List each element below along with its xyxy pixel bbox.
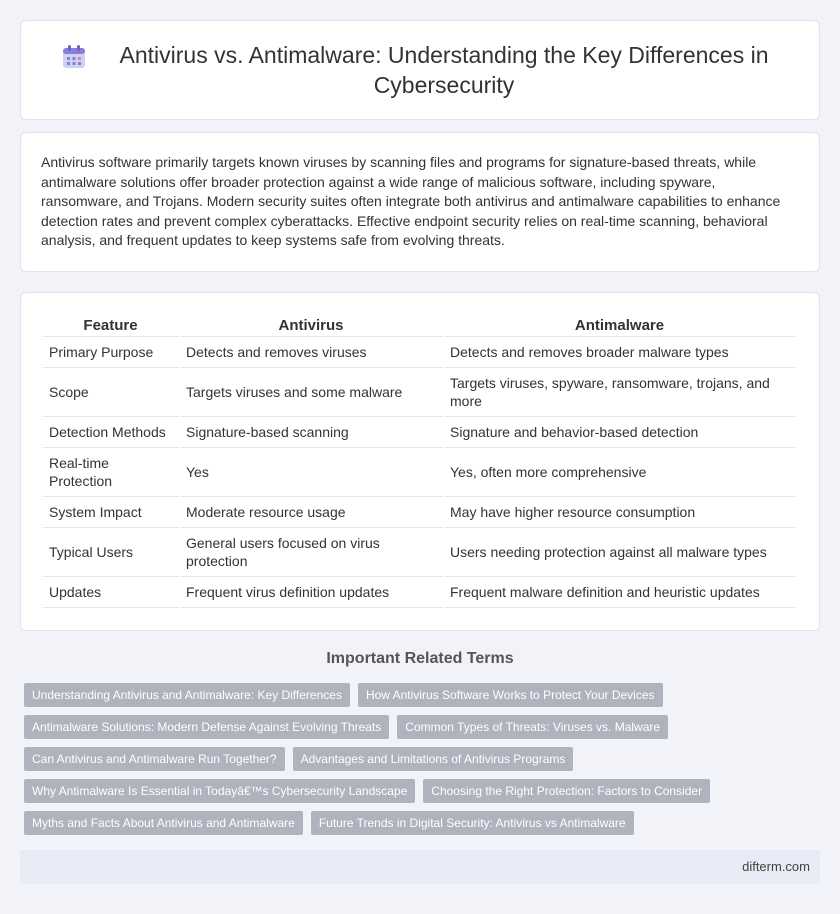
comparison-table bbox=[41, 313, 797, 608]
table-row bbox=[43, 337, 795, 368]
table-row bbox=[43, 448, 795, 497]
related-term-tag[interactable]: Can Antivirus and Antimalware Run Together? bbox=[24, 747, 285, 771]
table-cell: Real-time Protection bbox=[43, 448, 178, 497]
table-cell: May have higher resource consumption bbox=[444, 497, 795, 528]
table-header-row bbox=[43, 313, 795, 337]
comparison-table-card bbox=[20, 292, 820, 631]
related-term-tag[interactable]: Understanding Antivirus and Antimalware: Key Differences bbox=[24, 683, 350, 707]
related-term-tag[interactable]: Advantages and Limitations of Antivirus Programs bbox=[293, 747, 574, 771]
tag-row bbox=[24, 747, 824, 771]
tag-row bbox=[24, 683, 824, 707]
table-cell: General users focused on virus protection bbox=[180, 528, 442, 577]
table-cell: Yes bbox=[180, 448, 442, 497]
table-row bbox=[43, 497, 795, 528]
title-wrap bbox=[21, 40, 819, 100]
table-cell: Signature and behavior-based detection bbox=[444, 417, 795, 448]
table-cell: Users needing protection against all malware types bbox=[444, 528, 795, 577]
related-term-tag[interactable]: Myths and Facts About Antivirus and Antimalware bbox=[24, 811, 303, 835]
table-cell: Frequent virus definition updates bbox=[180, 577, 442, 608]
related-term-tag[interactable]: How Antivirus Software Works to Protect Your Devices bbox=[358, 683, 663, 707]
related-terms-heading: Important Related Terms bbox=[326, 650, 514, 667]
table-cell: Frequent malware definition and heuristic updates bbox=[444, 577, 795, 608]
summary-card bbox=[20, 132, 820, 272]
table-cell: Detection Methods bbox=[43, 417, 178, 448]
footer bbox=[20, 850, 820, 884]
table-cell: Moderate resource usage bbox=[180, 497, 442, 528]
related-term-tag[interactable]: Why Antimalware Is Essential in Todayâ€™s Cybersecurity Landscape bbox=[24, 779, 415, 803]
calendar-icon bbox=[61, 44, 87, 70]
table-row bbox=[43, 368, 795, 417]
column-header-feature: Feature bbox=[43, 313, 178, 337]
related-terms-list bbox=[24, 683, 824, 843]
title-card bbox=[20, 20, 820, 120]
column-header-antivirus: Antivirus bbox=[180, 313, 442, 337]
table-cell: Targets viruses and some malware bbox=[180, 368, 442, 417]
table-row bbox=[43, 577, 795, 608]
related-term-tag[interactable]: Antimalware Solutions: Modern Defense Against Evolving Threats bbox=[24, 715, 389, 739]
footer-site-link[interactable]: difterm.com bbox=[742, 859, 810, 874]
related-term-tag[interactable]: Future Trends in Digital Security: Antivirus vs Antimalware bbox=[311, 811, 634, 835]
table-cell: Updates bbox=[43, 577, 178, 608]
table-cell: Primary Purpose bbox=[43, 337, 178, 368]
table-cell: Typical Users bbox=[43, 528, 178, 577]
table-cell: Targets viruses, spyware, ransomware, trojans, and more bbox=[444, 368, 795, 417]
related-term-tag[interactable]: Choosing the Right Protection: Factors to Consider bbox=[423, 779, 710, 803]
tag-row bbox=[24, 779, 824, 803]
summary-text: Antivirus software primarily targets known viruses by scanning files and programs for signature-based threats, while antimalware solutions offer broader protection against a wide range of malicious software, including spyware, ransomware, and Trojans. Modern security suites often integrate both antivirus and antimalware capabilities to enhance detection rates and prevent complex cyberattacks. Effective endpoint security relies on real-time scanning, behavioral analysis, and frequent updates to keep systems safe from evolving threats. bbox=[41, 154, 781, 249]
table-row bbox=[43, 417, 795, 448]
column-header-antimalware: Antimalware bbox=[444, 313, 795, 337]
page-title: Antivirus vs. Antimalware: Understanding the Key Differences in Cybersecurity bbox=[119, 42, 769, 98]
table-cell: Yes, often more comprehensive bbox=[444, 448, 795, 497]
table-cell: Scope bbox=[43, 368, 178, 417]
table-cell: Signature-based scanning bbox=[180, 417, 442, 448]
table-cell: Detects and removes viruses bbox=[180, 337, 442, 368]
table-cell: Detects and removes broader malware types bbox=[444, 337, 795, 368]
related-term-tag[interactable]: Common Types of Threats: Viruses vs. Malware bbox=[397, 715, 668, 739]
tag-row bbox=[24, 715, 824, 739]
table-row bbox=[43, 528, 795, 577]
tag-row bbox=[24, 811, 824, 835]
table-cell: System Impact bbox=[43, 497, 178, 528]
